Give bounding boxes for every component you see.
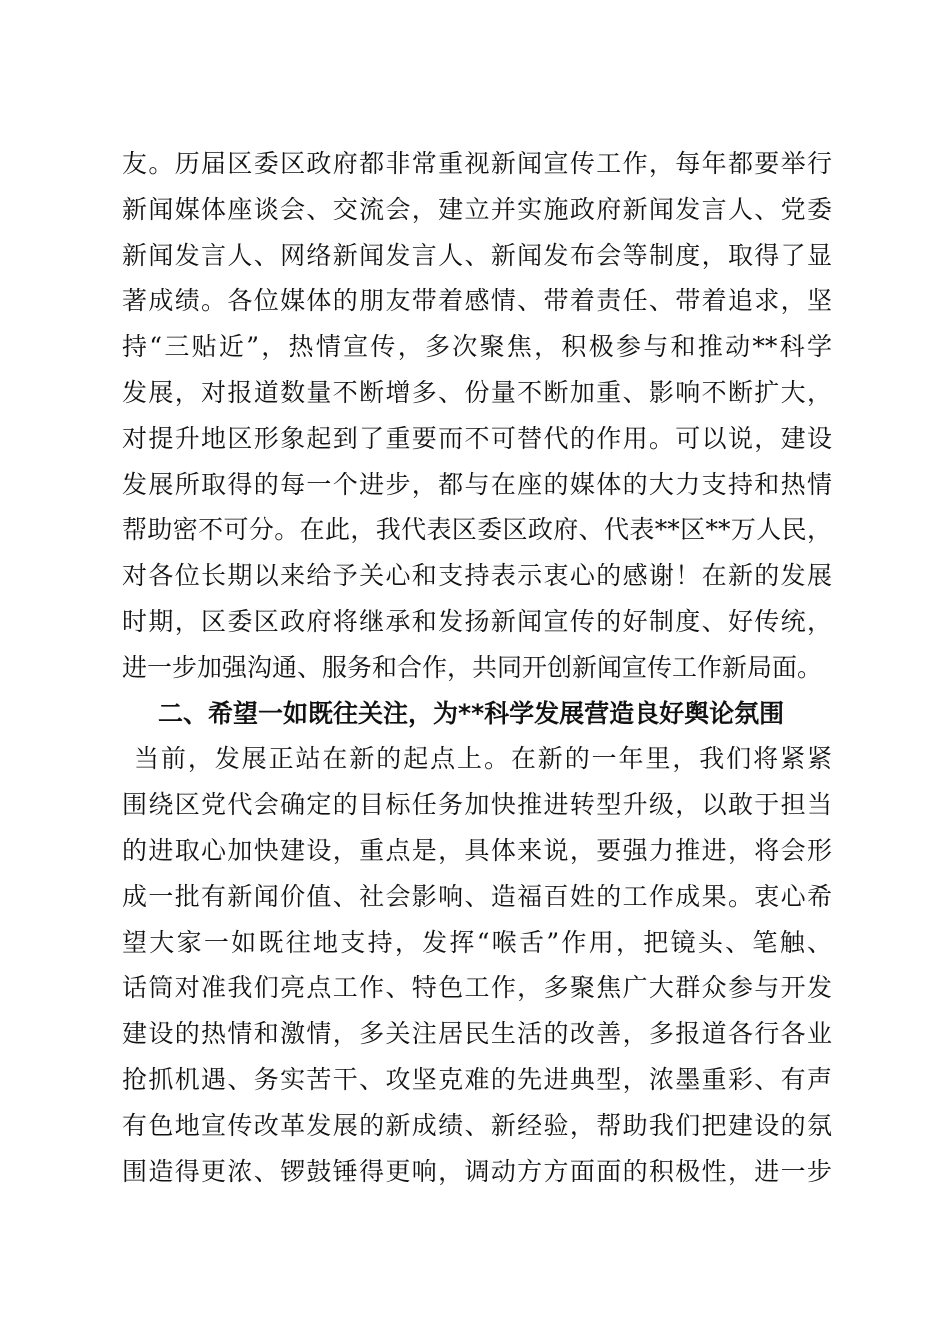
text-line: 话筒对准我们亮点工作、特色工作，多聚焦广大群众参与开发 [122,973,832,1003]
text-line: 对提升地区形象起到了重要而不可替代的作用。可以说，建设 [122,423,832,453]
text-line: 成一批有新闻价值、社会影响、造福百姓的工作成果。衷心希 [122,881,832,911]
text-line: 新闻媒体座谈会、交流会，建立并实施政府新闻发言人、党委 [122,194,832,224]
text-line: 围绕区党代会确定的目标任务加快推进转型升级，以敢于担当 [122,790,832,820]
text-line: 持“三贴近”，热情宣传，多次聚焦，积极参与和推动**科学 [122,332,832,362]
text-line: 发展，对报道数量不断增多、份量不断加重、影响不断扩大， [122,377,832,407]
text-line: 著成绩。各位媒体的朋友带着感情、带着责任、带着追求，坚 [122,286,832,316]
text-line: 当前，发展正站在新的起点上。在新的一年里，我们将紧紧 [134,744,832,774]
text-line: 建设的热情和激情，多关注居民生活的改善，多报道各行各业 [122,1019,832,1049]
text-line: 发展所取得的每一个进步，都与在座的媒体的大力支持和热情 [122,469,832,499]
text-line: 有色地宣传改革发展的新成绩、新经验，帮助我们把建设的氛 [122,1110,832,1140]
text-line: 对各位长期以来给予关心和支持表示衷心的感谢！在新的发展 [122,561,832,591]
document-body [122,141,832,1194]
text-line: 抢抓机遇、务实苦干、攻坚克难的先进典型，浓墨重彩、有声 [122,1064,832,1094]
text-line: 的进取心加快建设，重点是，具体来说，要强力推进，将会形 [122,835,832,865]
text-line: 时期，区委区政府将继承和发扬新闻宣传的好制度、好传统， [122,606,832,636]
paragraph-2 [122,736,832,1194]
text-line: 新闻发言人、网络新闻发言人、新闻发布会等制度，取得了显 [122,240,832,270]
text-line: 友。历届区委区政府都非常重视新闻宣传工作，每年都要举行 [122,149,832,178]
text-line: 望大家一如既往地支持，发挥“喉舌”作用，把镜头、笔触、 [122,927,832,957]
paragraph-1 [122,141,832,691]
text-line: 帮助密不可分。在此，我代表区委区政府、代表**区**万人民， [122,515,832,545]
text-line: 围造得更浓、锣鼓锤得更响，调动方方面面的积极性，进一步 [122,1156,832,1186]
section-heading-2: 二、希望一如既往关注，为**科学发展营造良好舆论氛围 [158,698,785,728]
text-line: 进一步加强沟通、服务和合作，共同开创新闻宣传工作新局面。 [122,652,823,682]
